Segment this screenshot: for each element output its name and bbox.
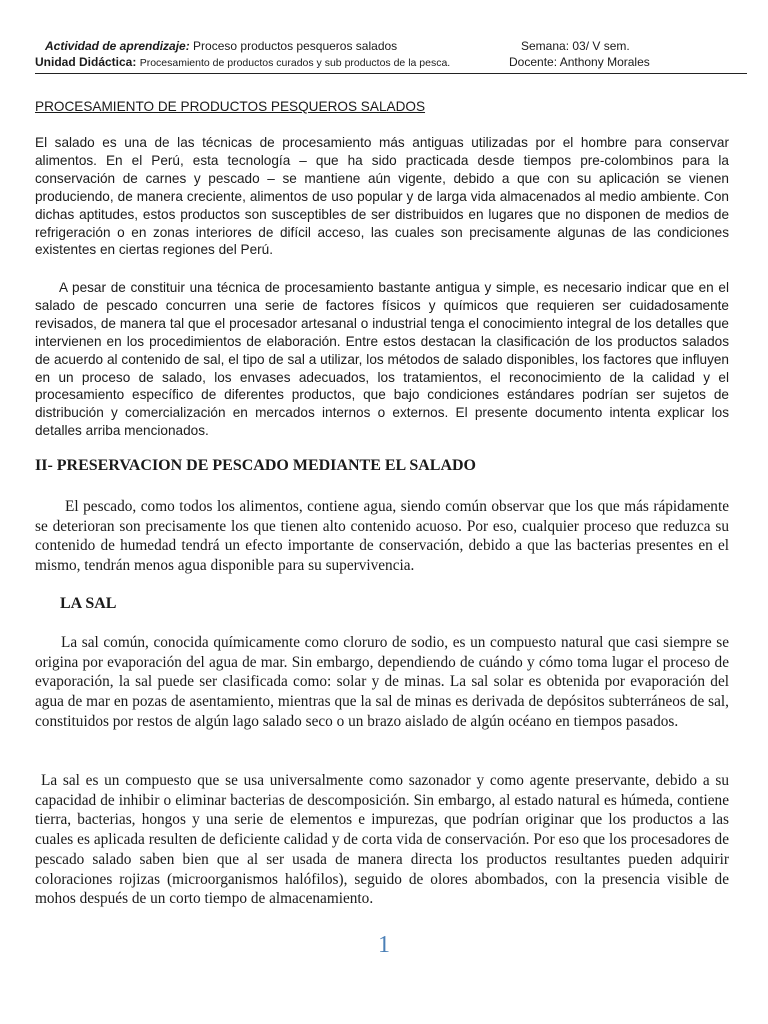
section-paragraph: El pescado, como todos los alimentos, contiene agua, siendo común observar que los que más rápidamente se deterioran son precisamente los que tienen alto contenido acuoso. Por eso, cualquier proceso que reduzca su contenido de humedad tendrá un efecto importante de conservación, debido a que las bacterias presentes en el mismo, tendrán menos agua disponible para su supervivencia.: [35, 498, 729, 575]
header-activity: [45, 39, 397, 53]
salt-paragraph-2: La sal es un compuesto que se usa universalmente como sazonador y como agente preservante, debido a su capacidad de inhibir o eliminar bacterias de descomposición. Sin embargo, al estado natural es húmeda, contiene tierra, bacterias, hongos y una serie de elementos e impurezas, que podrían originar que los productos a las cuales es aplicada resulten de deficiente calidad y de corta vida de conservación. Por eso que los procesadores de pescado salado saben bien que al ser usada de manera directa los productos resultantes pueden adquirir coloraciones rojizas (microorganismos halófilos), seguido de olores abombados, con la presencia visible de mohos después de un corto tiempo de almacenamiento.: [35, 772, 729, 908]
header-teacher: Docente: Anthony Morales: [509, 55, 650, 69]
subsection-heading: LA SAL: [60, 595, 117, 612]
intro-paragraph-2: A pesar de constituir una técnica de procesamiento bastante antigua y simple, es necesario indicar que en el salado de pescado concurren una serie de factores físicos y químicos que requieren ser cuidadosamente revisados, de manera tal que el procesador artesanal o industrial tenga el conocimiento integral de los detalles que intervienen en los procedimientos de elaboración. Entre estos destacan la clasificación de los productos salados de acuerdo al contenido de sal, el tipo de sal a utilizar, los métodos de salado disponibles, los factores que influyen en un proceso de salado, los envases adecuados, los tratamientos, el reconocimiento de la calidad y el procesamiento específico de diferentes productos, que bajo condiciones estándares podrían ser sujetos de distribución y comercialización en mercados internos o externos. El presente documento intenta explicar los detalles arriba mencionados.: [35, 280, 729, 439]
header-divider: [35, 73, 747, 74]
unit-value: Procesamiento de productos curados y sub productos de la pesca.: [139, 57, 451, 69]
unit-label: Unidad Didáctica:: [35, 55, 137, 69]
page-number: 1: [378, 932, 390, 958]
document-title: PROCESAMIENTO DE PRODUCTOS PESQUEROS SALADOS: [35, 99, 426, 114]
header-week: Semana: 03/ V sem.: [521, 39, 630, 53]
header-unit: [35, 55, 450, 70]
activity-label: Actividad de aprendizaje:: [45, 39, 190, 53]
salt-paragraph-1: La sal común, conocida químicamente como cloruro de sodio, es un compuesto natural que casi siempre se origina por evaporación del agua de mar. Sin embargo, dependiendo de cuándo y cómo toma lugar el proceso de evaporación, la sal puede ser clasificada como: solar y de minas. La sal solar es obtenida por evaporación del agua de mar en pozas de asentamiento, mientras que la sal de minas es derivada de depósitos subterráneos de sal, constituidos por restos de algún lago salado seco o un brazo aislado de algún océano en tiempos pasados.: [35, 634, 729, 730]
section-heading: II- PRESERVACION DE PESCADO MEDIANTE EL SALADO: [35, 457, 476, 474]
intro-paragraph-1: El salado es una de las técnicas de procesamiento más antiguas utilizadas por el hombre para conservar alimentos. En el Perú, esta tecnología – que ha sido practicada desde tiempos pre-colombinos para la conservación de carnes y pescado – se mantiene aún vigente, debido a que con su aplicación se vienen produciendo, de manera creciente, alimentos de uso popular y de larga vida almacenados al medio ambiente. Con dichas aptitudes, estos productos son susceptibles de ser distribuidos en lugares que no disponen de medios de refrigeración o en zonas interiores de difícil acceso, las cuales son precisamente algunas de las condiciones existentes en ciertas regiones del Perú.: [35, 135, 729, 258]
activity-value: Proceso productos pesqueros salados: [193, 39, 398, 53]
